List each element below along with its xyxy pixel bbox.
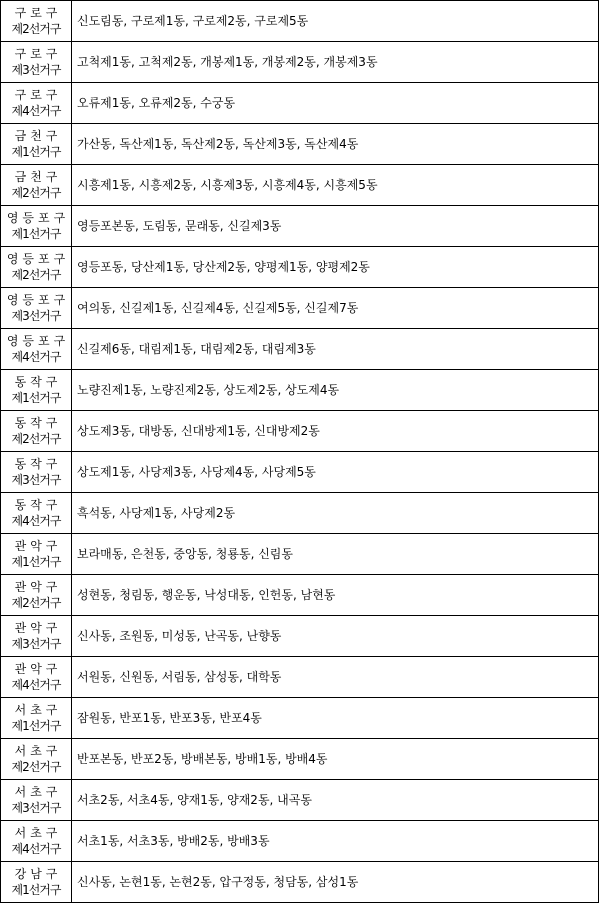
constituency-number: 제1선거구 [11, 555, 61, 569]
constituency-number: 제2선거구 [11, 596, 61, 610]
dong-list-cell: 흑석동, 사당제1동, 사당제2동 [72, 493, 599, 534]
constituency-number: 제2선거구 [11, 268, 61, 282]
constituency-number: 제1선거구 [11, 883, 61, 897]
dong-list-cell: 노량진제1동, 노량진제2동, 상도제2동, 상도제4동 [72, 370, 599, 411]
district-name-cell [1, 821, 72, 862]
table-row [1, 698, 599, 739]
gu-name: 서초구 [14, 744, 62, 758]
gu-name: 관악구 [14, 539, 62, 553]
gu-name: 서초구 [14, 826, 62, 840]
district-name-cell [1, 452, 72, 493]
constituency-number: 제3선거구 [11, 63, 61, 77]
district-name-cell [1, 780, 72, 821]
constituency-number: 제1선거구 [11, 145, 61, 159]
table-row [1, 575, 599, 616]
dong-list-cell: 신사동, 논현1동, 논현2동, 압구정동, 청담동, 삼성1동 [72, 862, 599, 903]
constituency-number: 제1선거구 [11, 391, 61, 405]
table-row [1, 862, 599, 903]
dong-list-cell: 영등포본동, 도림동, 문래동, 신길제3동 [72, 206, 599, 247]
constituency-number: 제3선거구 [11, 801, 61, 815]
dong-list-cell: 가산동, 독산제1동, 독산제2동, 독산제3동, 독산제4동 [72, 124, 599, 165]
district-name-cell [1, 206, 72, 247]
dong-list-cell: 오류제1동, 오류제2동, 수궁동 [72, 83, 599, 124]
dong-list-cell: 시흥제1동, 시흥제2동, 시흥제3동, 시흥제4동, 시흥제5동 [72, 165, 599, 206]
table-row [1, 247, 599, 288]
district-name-cell [1, 83, 72, 124]
dong-list-cell: 여의동, 신길제1동, 신길제4동, 신길제5동, 신길제7동 [72, 288, 599, 329]
dong-list-cell: 보라매동, 은천동, 중앙동, 청룡동, 신림동 [72, 534, 599, 575]
dong-list-cell: 상도제3동, 대방동, 신대방제1동, 신대방제2동 [72, 411, 599, 452]
table-row [1, 288, 599, 329]
gu-name: 서초구 [14, 785, 62, 799]
district-name-cell [1, 124, 72, 165]
gu-name: 동작구 [14, 375, 62, 389]
gu-name: 금천구 [14, 129, 62, 143]
constituency-number: 제1선거구 [11, 719, 61, 733]
table-row [1, 42, 599, 83]
table-row [1, 616, 599, 657]
district-name-cell [1, 534, 72, 575]
table-row [1, 124, 599, 165]
table-row [1, 370, 599, 411]
district-table-body [1, 1, 599, 903]
district-name-cell [1, 575, 72, 616]
dong-list-cell: 영등포동, 당산제1동, 당산제2동, 양평제1동, 양평제2동 [72, 247, 599, 288]
dong-list-cell: 성현동, 청림동, 행운동, 낙성대동, 인헌동, 남현동 [72, 575, 599, 616]
district-name-cell [1, 657, 72, 698]
dong-list-cell: 서초1동, 서초3동, 방배2동, 방배3동 [72, 821, 599, 862]
gu-name: 동작구 [14, 498, 62, 512]
table-row [1, 493, 599, 534]
constituency-number: 제3선거구 [11, 637, 61, 651]
table-row [1, 411, 599, 452]
district-name-cell [1, 698, 72, 739]
gu-name: 관악구 [14, 621, 62, 635]
table-row [1, 821, 599, 862]
gu-name: 영등포구 [6, 252, 70, 266]
table-row [1, 534, 599, 575]
district-name-cell [1, 616, 72, 657]
table-row [1, 206, 599, 247]
constituency-number: 제1선거구 [11, 227, 61, 241]
district-name-cell [1, 739, 72, 780]
dong-list-cell: 상도제1동, 사당제3동, 사당제4동, 사당제5동 [72, 452, 599, 493]
district-name-cell [1, 42, 72, 83]
dong-list-cell: 신길제6동, 대림제1동, 대림제2동, 대림제3동 [72, 329, 599, 370]
gu-name: 구로구 [14, 6, 62, 20]
district-name-cell [1, 862, 72, 903]
district-name-cell [1, 370, 72, 411]
gu-name: 동작구 [14, 457, 62, 471]
district-name-cell [1, 493, 72, 534]
gu-name: 구로구 [14, 47, 62, 61]
gu-name: 동작구 [14, 416, 62, 430]
dong-list-cell: 잠원동, 반포1동, 반포3동, 반포4동 [72, 698, 599, 739]
table-row [1, 780, 599, 821]
gu-name: 관악구 [14, 580, 62, 594]
district-name-cell [1, 1, 72, 42]
gu-name: 구로구 [14, 88, 62, 102]
district-name-cell [1, 411, 72, 452]
district-name-cell [1, 165, 72, 206]
constituency-number: 제2선거구 [11, 432, 61, 446]
dong-list-cell: 신사동, 조원동, 미성동, 난곡동, 난향동 [72, 616, 599, 657]
gu-name: 영등포구 [6, 211, 70, 225]
table-row [1, 739, 599, 780]
constituency-number: 제4선거구 [11, 350, 61, 364]
table-row [1, 83, 599, 124]
constituency-number: 제4선거구 [11, 678, 61, 692]
constituency-number: 제4선거구 [11, 104, 61, 118]
district-name-cell [1, 247, 72, 288]
table-row [1, 165, 599, 206]
constituency-number: 제4선거구 [11, 842, 61, 856]
table-row [1, 1, 599, 42]
constituency-number: 제3선거구 [11, 309, 61, 323]
constituency-number: 제2선거구 [11, 22, 61, 36]
table-row [1, 329, 599, 370]
dong-list-cell: 서원동, 신원동, 서림동, 삼성동, 대학동 [72, 657, 599, 698]
gu-name: 관악구 [14, 662, 62, 676]
gu-name: 서초구 [14, 703, 62, 717]
dong-list-cell: 반포본동, 반포2동, 방배본동, 방배1동, 방배4동 [72, 739, 599, 780]
gu-name: 강남구 [14, 867, 62, 881]
constituency-number: 제2선거구 [11, 760, 61, 774]
district-name-cell [1, 329, 72, 370]
constituency-number: 제4선거구 [11, 514, 61, 528]
gu-name: 금천구 [14, 170, 62, 184]
gu-name: 영등포구 [6, 334, 70, 348]
table-row [1, 657, 599, 698]
constituency-number: 제2선거구 [11, 186, 61, 200]
dong-list-cell: 고척제1동, 고척제2동, 개봉제1동, 개봉제2동, 개봉제3동 [72, 42, 599, 83]
district-name-cell [1, 288, 72, 329]
gu-name: 영등포구 [6, 293, 70, 307]
table-row [1, 452, 599, 493]
dong-list-cell: 서초2동, 서초4동, 양재1동, 양재2동, 내곡동 [72, 780, 599, 821]
dong-list-cell: 신도림동, 구로제1동, 구로제2동, 구로제5동 [72, 1, 599, 42]
constituency-number: 제3선거구 [11, 473, 61, 487]
